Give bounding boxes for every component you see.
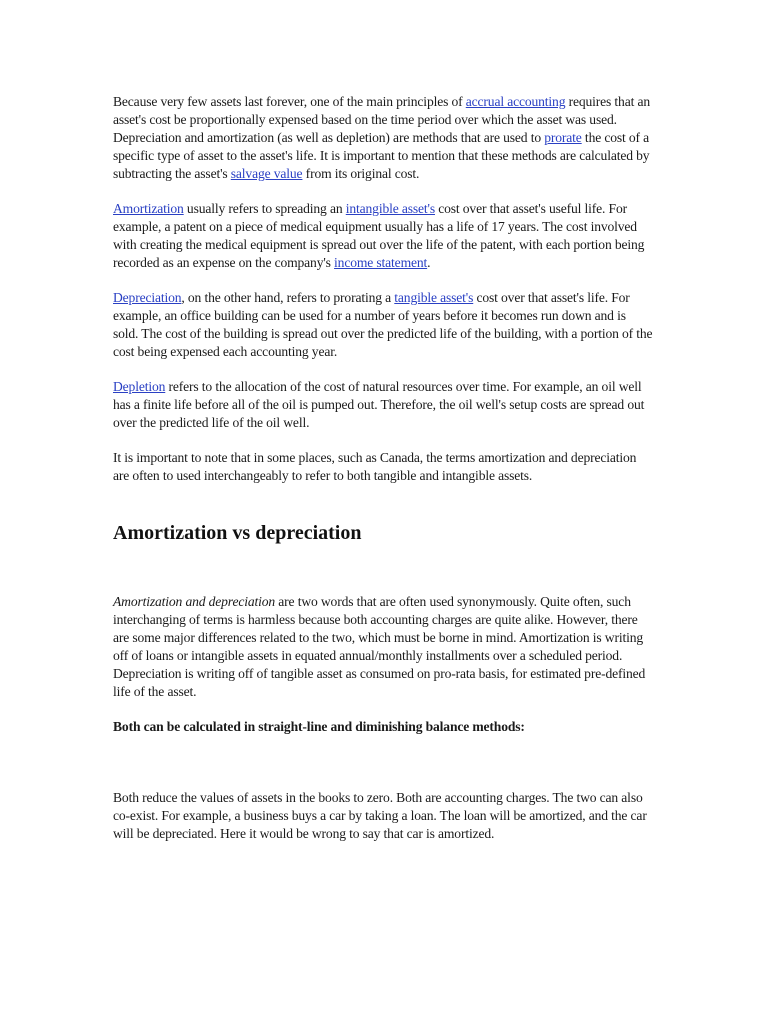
paragraph-methods-bold: Both can be calculated in straight-line and diminishing balance methods: xyxy=(113,719,525,734)
link-income-statement[interactable]: income statement xyxy=(334,255,428,270)
section-heading: Amortization vs depreciation xyxy=(113,522,362,544)
link-depletion[interactable]: Depletion xyxy=(113,379,166,394)
paragraph-accrual-principle xyxy=(113,93,653,183)
link-prorate[interactable]: prorate xyxy=(544,130,582,145)
text: , on the other hand, refers to prorating a xyxy=(181,290,395,305)
link-intangible-assets[interactable]: intangible asset's xyxy=(345,201,435,216)
paragraph-depreciation xyxy=(113,289,653,361)
text: refers to the allocation of the cost of natural resources over time. For example, an oil well has a finite life before all of the oil is pumped out. Therefore, the oil well's setup costs are spread out over the predicted life of the oil well. xyxy=(113,379,645,430)
text: . xyxy=(427,255,431,270)
text: the cost of a specific type of asset to the asset's life. It is important to mention that these methods are calculated by subtracting the asset's xyxy=(113,130,650,181)
text: usually refers to spreading an xyxy=(183,201,346,216)
paragraph-amortization xyxy=(113,200,653,272)
link-salvage-value[interactable]: salvage value xyxy=(230,166,303,181)
paragraph-depletion xyxy=(113,378,653,432)
paragraph-coexist: Both reduce the values of assets in the books to zero. Both are accounting charges. The two can also co-exist. For example, a business buys a car by taking a loan. The loan will be amortized, and the car will be depreciated. Here it would be wrong to say that car is amortized. xyxy=(113,790,647,841)
link-depreciation[interactable]: Depreciation xyxy=(113,290,182,305)
text: cost over that asset's useful life. For example, a patent on a piece of medical equipment usually has a life of 17 years. The cost involved with creating the medical equipment is spread out over the life of the patent, with each portion being recorded as an expense on the company's xyxy=(113,201,645,270)
document-body xyxy=(113,93,653,843)
link-accrual-accounting[interactable]: accrual accounting xyxy=(465,94,566,109)
text: Because very few assets last forever, one of the main principles of xyxy=(113,94,466,109)
link-tangible-assets[interactable]: tangible asset's xyxy=(394,290,474,305)
paragraph-canada-note: It is important to note that in some places, such as Canada, the terms amortization and depreciation are often to used interchangeably to refer to both tangible and intangible assets. xyxy=(113,450,637,483)
text: from its original cost. xyxy=(302,166,420,181)
text: requires that an asset's cost be proportionally expensed based on the time period over which the asset was used. Depreciation and amortization (as well as depletion) are methods that are used to xyxy=(113,94,650,145)
paragraph-comparison xyxy=(113,593,653,701)
link-amortization[interactable]: Amortization xyxy=(113,201,184,216)
emphasis-text: Amortization and depreciation xyxy=(113,594,276,609)
text: are two words that are often used synonymously. Quite often, such interchanging of terms is harmless because both accounting charges are quite alike. However, there are some major differences related to the two, which must be borne in mind. Amortization is writing off of loans or intangible assets in equated annual/monthly installments over a scheduled period. Depreciation is writing off of tangible asset as consumed on pro-rata basis, for estimated pre-defined life of the asset. xyxy=(113,594,646,699)
text: cost over that asset's life. For example, an office building can be used for a number of years before it becomes run down and is sold. The cost of the building is spread out over the predicted life of the building, with a portion of the cost being expensed each accounting year. xyxy=(113,290,653,359)
